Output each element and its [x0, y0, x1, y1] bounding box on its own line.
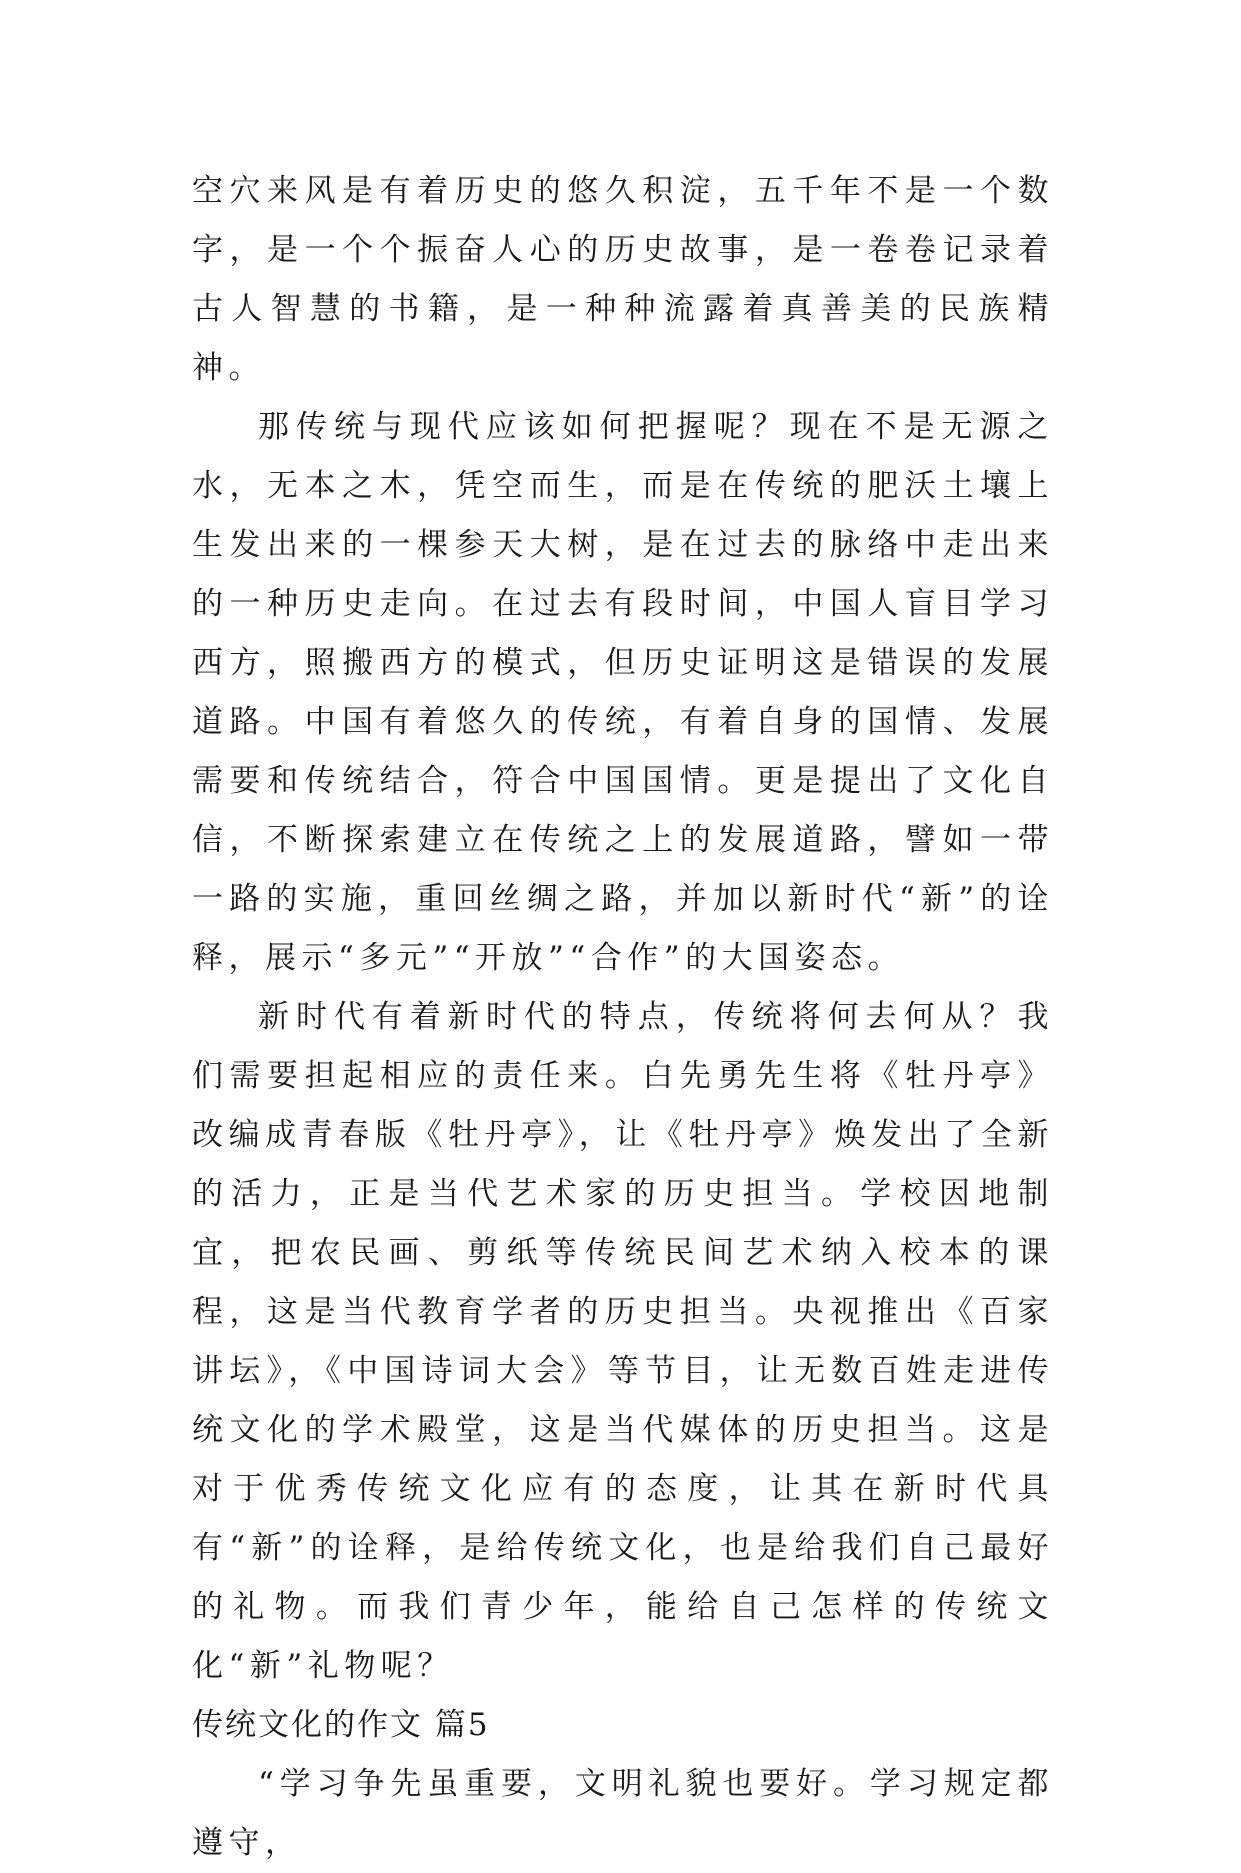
paragraph-3: 新时代有着新时代的特点，传统将何去何从？我们需要担起相应的责任来。白先勇先生将《牡丹亭》改编成青春版《牡丹亭》，让《牡丹亭》焕发出了全新的活力，正是当代艺术家的历史担当。学校因地制宜，把农民画、剪纸等传统民间艺术纳入校本的课程，这是当代教育学者的历史担当。央视推出《百家讲坛》，《中国诗词大会》等节目，让无数百姓走进传统文化的学术殿堂，这是当代媒体的历史担当。这是对于优秀传统文化应有的态度，让其在新时代具有“新”的诠释，是给传统文化，也是给我们自己最好的礼物。而我们青少年，能给自己怎样的传统文化“新”礼物呢？	[192, 999, 1054, 1684]
paragraph-2: 那传统与现代应该如何把握呢？现在不是无源之水，无本之木，凭空而生，而是在传统的肥沃土壤上生发出来的一棵参天大树，是在过去的脉络中走出来的一种历史走向。在过去有段时间，中国人盲目学习西方，照搬西方的模式，但历史证明这是错误的发展道路。中国有着悠久的传统，有着自身的国情、发展需要和传统结合，符合中国国情。更是提出了文化自信，不断探索建立在传统之上的发展道路，譬如一带一路的实施，重回丝绸之路，并加以新时代“新”的诠释，展示“多元”“开放”“合作”的大国姿态。	[192, 409, 1054, 976]
section-heading: 传统文化的作文 篇5	[192, 1707, 490, 1743]
paragraph-1: 空穴来风是有着历史的悠久积淀，五千年不是一个数字，是一个个振奋人心的历史故事，是一卷卷记录着古人智慧的书籍，是一种种流露着真善美的民族精神。	[192, 173, 1054, 386]
paragraph-4: “学习争先虽重要，文明礼貌也要好。学习规定都遵守，	[192, 1766, 1054, 1861]
document-body	[192, 162, 1054, 1873]
